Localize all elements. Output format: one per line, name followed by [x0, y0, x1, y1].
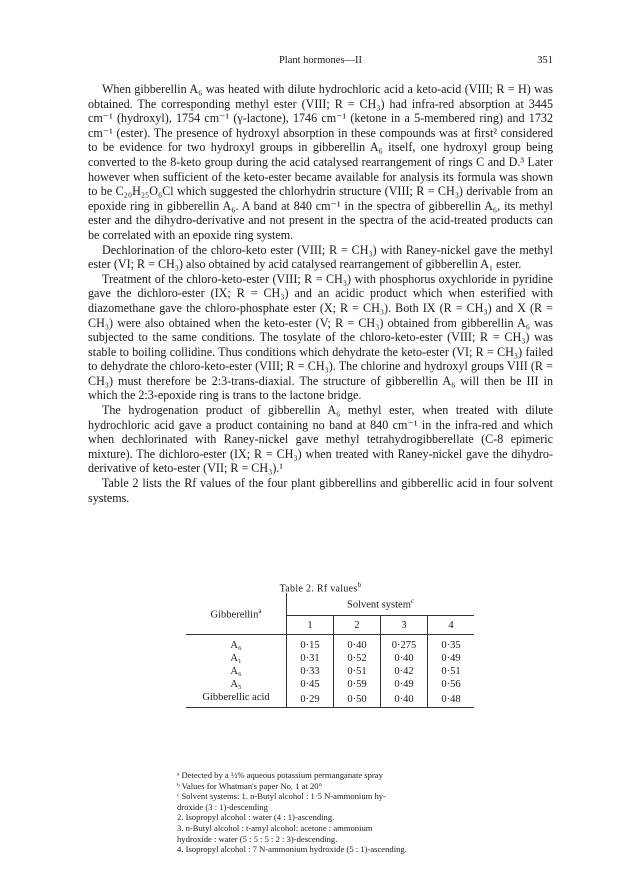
table-row: A₆ 0·33 0·51 0·42 0·51: [186, 665, 474, 678]
page-number: 351: [537, 55, 553, 66]
column-header: 1: [287, 616, 334, 635]
footnote: 2. Isopropyl alcohol : water (4 : 1)-ascending.: [177, 812, 335, 823]
footnote: hydroxide : water (5 : 5 : 5 : 2 : 3)-descending.: [177, 833, 338, 844]
column-header: 4: [428, 616, 475, 635]
paragraph: When gibberellin A₆ was heated with dilute hydrochloric acid a keto-acid (VIII; R = H) was obtained. The corresponding methyl ester (VIII; R = CH₃) had infra-red absorption at 3445 cm⁻¹ (hydroxyl), 1754 cm⁻¹ (γ-lactone), 1746 cm⁻¹ (ketone in a 5-membered ring) and 1732 cm⁻¹ (ester). The presence of hydroxyl absorption in these compounds was at first² considered to be evidence for two hydroxyl groups in gibberellin A₆ itself, one hydroxyl group being converted to the 8-keto group during the acid catalysed rearrangement of rings C and D.³ Later however when sufficient of the keto-ester became available for analysis its formula was shown to be C₂₀H₂₅O₆Cl which suggested the chlorhydrin structure (VIII; R = CH₃) derivable from an epoxide ring in gibberellin A₆. A band at 840 cm⁻¹ in the spectra of gibberellin A₆, its methyl ester and the dihydro-derivative and not present in the spectra of the acid-treated products can be correlated with an epoxide ring system.: [88, 82, 553, 242]
table-row: A₅ 0·45 0·59 0·49 0·56: [186, 678, 474, 691]
table-row: A₁ 0·31 0·52 0·40 0·49: [186, 652, 474, 665]
paragraph: Treatment of the chloro-keto-ester (VIII; R = CH₃) with phosphorus oxychloride in pyridine gave the dichloro-ester (IX; R = CH₃) and an acidic product which when esterified with diazomethane gave the chloro-phosphate ester (X; R = CH₃). Both IX (R = CH₃) and X (R = CH₃) were also obtained when the keto-ester (V; R = CH₃) obtained from gibberellin A₆ was subjected to the same conditions. The tosylate of the chloro-keto-ester (VIII; R = CH₃) was stable to boiling collidine. Thus conditions which dehydrate the keto-ester (VI; R = CH₃) failed to dehydrate the chloro-keto-ester (VIII; R = CH₃). The chlorine and hydroxyl groups VIII (R = CH₃) must therefore be 2:3-trans-diaxial. The structure of gibberellin A₆ will then be III in which the 2:3-epoxide ring is trans to the lactone bridge.: [88, 271, 553, 403]
table-footnotes: [177, 770, 477, 855]
footnote: ᵃ Detected by a ½% aqueous potassium permanganate spray: [177, 770, 383, 780]
footnote: droxide (3 : 1)-descending: [177, 801, 268, 812]
footnote: ᶜ Solvent systems: 1. n-Butyl alcohol : 1·5 N-ammonium hy-: [177, 791, 386, 802]
body-text: [88, 82, 553, 505]
paragraph: Table 2 lists the Rf values of the four plant gibberellins and gibberellic acid in four solvent systems.: [88, 476, 553, 505]
column-header: 3: [381, 616, 428, 635]
row-header: Gibberellin$^a$: [210, 606, 262, 621]
column-group-header: Solvent system$^c$: [287, 593, 475, 616]
paragraph: Dechlorination of the chloro-keto ester (VIII; R = CH₃) with Raney-nickel gave the methyl ester (VI; R = CH₃) also obtained by acid catalysed rearrangement of gibberellin A₁ ester.: [88, 242, 553, 272]
table-caption: Table 2. Rf values$^b$: [279, 581, 362, 595]
footnote: ᵇ Values for Whatman's paper No. 1 at 20°: [177, 780, 323, 791]
rf-values-table: [186, 593, 474, 708]
footnote: 3. n-Butyl alcohol : t-amyl alcohol: acetone : ammonium: [177, 822, 373, 833]
table-row: Gibberellic acid 0·29 0·50 0·40 0·48: [186, 691, 474, 708]
footnote: 4. Isopropyl alcohol : 7 N-ammonium hydroxide (5 : 1)-ascending.: [177, 844, 407, 855]
page-header: [88, 55, 553, 69]
paragraph: The hydrogenation product of gibberellin A₆ methyl ester, when treated with dilute hydrochloric acid gave a product containing no band at 840 cm⁻¹ in the infra-red and which when dechlorinated with Raney-nickel gave methyl tetrahydrogibberellate (C-8 epimeric mixture). The dichloro-ester (IX; R = CH₃) when treated with Raney-nickel gave the dihydro-derivative of keto-ester (VII; R = CH₃).¹: [88, 403, 553, 476]
table-row: A₆ 0·15 0·40 0·275 0·35: [186, 635, 474, 653]
running-title: Plant hormones—II: [278, 55, 363, 66]
column-header: 2: [334, 616, 381, 635]
